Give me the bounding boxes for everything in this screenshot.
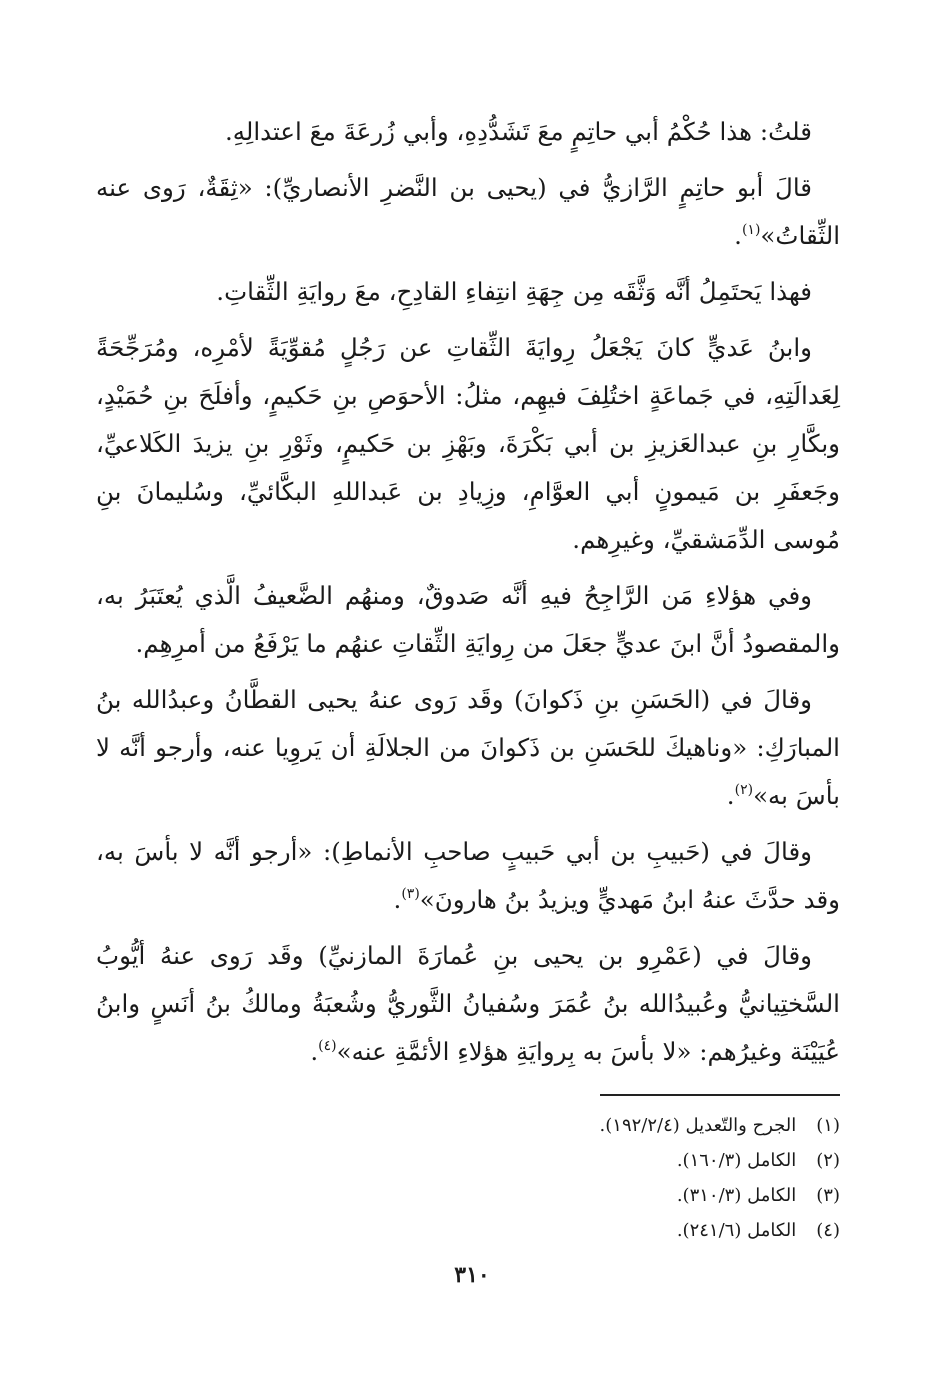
footnote-number: (١) bbox=[816, 1115, 840, 1136]
footnote-item bbox=[96, 1213, 840, 1248]
paragraph-7-text: وقالَ في (حَبيبِ بن أبي حَبيبٍ صاحبِ الأنماطِ): «أرجو أنَّه لا بأسَ به، وقد حدَّثَ عنهُ ابنُ مَهديٍّ ويزيدُ بنُ هارونَ» bbox=[96, 837, 840, 914]
paragraph-6-end: . bbox=[726, 781, 735, 810]
paragraph-1 bbox=[96, 108, 840, 156]
footnote-number: (٢) bbox=[816, 1150, 840, 1171]
footnote-item bbox=[96, 1143, 840, 1178]
footnotes-list bbox=[96, 1108, 840, 1248]
paragraph-1-text: قلتُ: هذا حُكْمُ أبي حاتِمٍ معَ تَشَدُّدِهِ، وأبي زُرعَةَ معَ اعتدالِهِ. bbox=[224, 117, 812, 146]
paragraph-8-text: وقالَ في (عَمْرِو بن يحيى بنِ عُمارَةَ المازنيِّ) وقَد رَوى عنهُ أيُّوبُ السَّختِيانيُّ وعُبيدُالله بنُ عُمَرَ وسُفيانُ الثَّوريُّ وشُعبَةُ ومالكُ بنُ أنَسٍ وابنُ عُيَيْنَة وغيرُهم: «لا بأسَ به بِروايَةِ هؤلاءِ الأئمَّةِ عنه» bbox=[96, 941, 840, 1066]
footnote-text: الكامل (٣١٠/٣). bbox=[676, 1185, 797, 1206]
footnote-number: (٣) bbox=[816, 1185, 840, 1206]
paragraph-2-end: . bbox=[734, 221, 742, 250]
paragraph-8 bbox=[96, 932, 840, 1076]
footnote-ref-1[interactable]: (١) bbox=[741, 222, 761, 238]
footnote-item bbox=[96, 1108, 840, 1143]
paragraph-6 bbox=[96, 676, 840, 820]
paragraph-4-text: وابنُ عَديٍّ كانَ يَجْعَلُ رِوايَةَ الثِّقاتِ عن رَجُلٍ مُقوِّيَةً لأمْرِه، ومُرَجِّحَةً لِعَدالَتِهِ، في جَماعَةٍ اختُلِفَ فيهِم، مثلُ: الأحوَصِ بنِ حَكيمٍ، وأفلَحَ بنِ حُمَيْدٍ، وبكَّارِ بنِ عبدالعَزيزِ بن أبي بَكْرَةَ، وبَهْزِ بن حَكيمٍ، وثَوْرِ بنِ يزيدَ الكَلاعيِّ، وجَعفَرِ بن مَيمونٍ أبي العوَّامِ، وزِيادِ بن عَبداللهِ البكَّائيِّ، وسُليمانَ بنِ مُوسى الدِّمَشقيِّ، وغيرِهم. bbox=[96, 333, 840, 554]
footnote-ref-3[interactable]: (٣) bbox=[401, 886, 420, 902]
paragraph-7 bbox=[96, 828, 840, 924]
footnote-item bbox=[96, 1178, 840, 1213]
footnote-ref-2[interactable]: (٢) bbox=[734, 782, 754, 798]
paragraph-8-end: . bbox=[310, 1037, 319, 1066]
page-body bbox=[96, 108, 840, 1241]
paragraph-3 bbox=[96, 268, 840, 316]
paragraph-4 bbox=[96, 324, 840, 564]
footnote-number: (٤) bbox=[816, 1220, 840, 1241]
paragraph-7-end: . bbox=[393, 885, 402, 914]
footnote-text: الكامل (٢٤١/٦). bbox=[676, 1220, 797, 1241]
page-number: ٣١٠ bbox=[454, 1262, 490, 1288]
paragraph-6-text: وقالَ في (الحَسَنِ بنِ ذَكوانَ) وقَد رَوى عنهُ يحيى القطَّانُ وعبدُالله بنُ المبارَكِ: «وناهيكَ للحَسَنِ بن ذَكوانَ من الجلالَةِ أن يَروِيا عنه، وأرجو أنَّه لا بأسَ به» bbox=[96, 685, 840, 810]
paragraph-5-text: وفي هؤلاءِ مَن الرَّاجِحُ فيهِ أنَّه صَدوقٌ، ومنهُم الضَّعيفُ الَّذي يُعتَبَرُ به، والمقصودُ أنَّ ابنَ عديٍّ جعَلَ من رِوايَةِ الثِّقاتِ عنهُم ما يَرْفَعُ من أمرِهِم. bbox=[96, 581, 840, 658]
paragraph-3-text: فهذا يَحتَمِلُ أنَّه وَثَّقَه مِن جِهَةِ انتِفاءِ القادِحِ، معَ روايَةِ الثِّقاتِ. bbox=[216, 277, 812, 306]
footnote-text: الكامل (١٦٠/٣). bbox=[676, 1150, 797, 1171]
footnote-text: الجرح والتّعديل (١٩٢/٢/٤). bbox=[599, 1115, 797, 1136]
paragraph-2-text: قالَ أبو حاتِمٍ الرَّازيُّ في (يحيى بن النَّضرِ الأنصاريِّ): «ثِقَةٌ، رَوى عنه الثِّقاتُ» bbox=[96, 173, 840, 250]
footnote-divider bbox=[600, 1094, 840, 1096]
paragraph-5 bbox=[96, 572, 840, 668]
paragraph-2 bbox=[96, 164, 840, 260]
footnote-ref-4[interactable]: (٤) bbox=[318, 1038, 337, 1054]
